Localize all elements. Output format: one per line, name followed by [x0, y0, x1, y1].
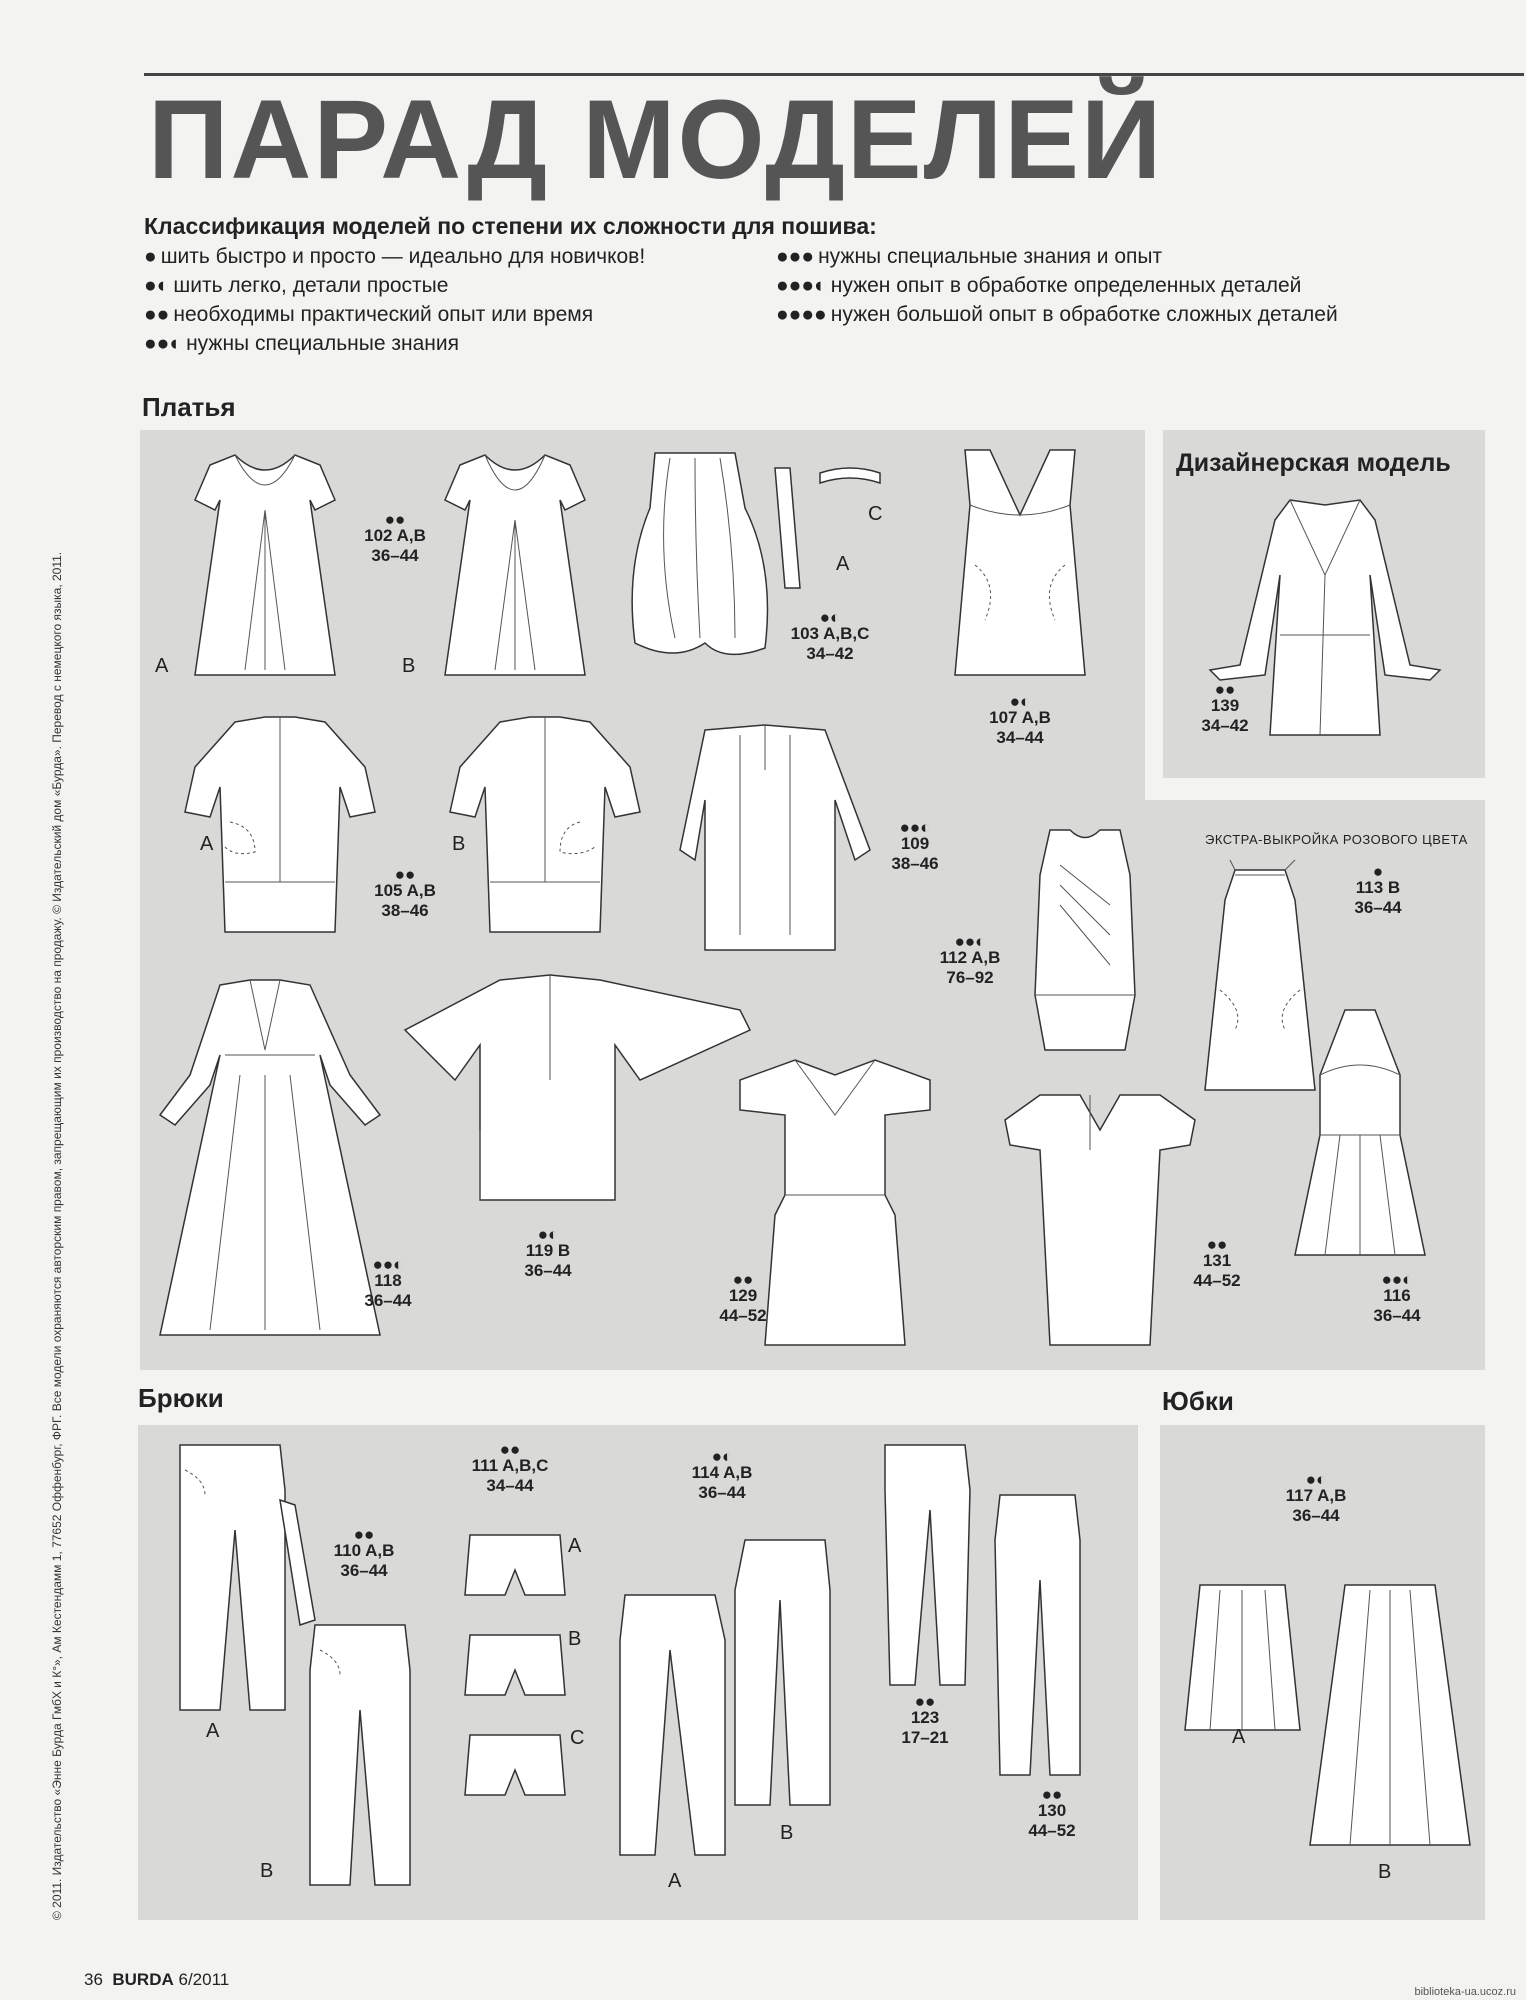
difficulty-dots: ●◐: [144, 274, 170, 297]
variant-label: A: [200, 833, 214, 855]
magazine-brand: BURDA: [112, 1970, 174, 1989]
model-label-102: ●● 102 A,B 36–44: [364, 510, 426, 565]
variant-label: A: [568, 1535, 582, 1557]
model-label-131: ●● 131 44–52: [1193, 1235, 1241, 1290]
model-label-118: ●●◐ 118 36–44: [364, 1255, 412, 1310]
variant-label: B: [402, 655, 416, 677]
model-label-117: ●◐ 117 A,B 36–44: [1285, 1470, 1347, 1525]
section-heading-dresses: Платья: [142, 392, 236, 422]
difficulty-dots: ●●●◐: [776, 274, 827, 297]
legend-item: ●●●◐ нужен опыт в обработке определенных деталей: [776, 274, 1302, 297]
model-label-123: ●● 123 17–21: [901, 1692, 949, 1747]
variant-label: B: [452, 833, 466, 855]
model-label-129: ●● 129 44–52: [719, 1270, 767, 1325]
section-heading-trousers: Брюки: [138, 1383, 224, 1413]
issue-number: 6/2011: [178, 1970, 230, 1989]
page-number: 36: [84, 1970, 103, 1989]
variant-label: B: [1378, 1861, 1392, 1883]
designer-model-heading: Дизайнерская модель: [1176, 449, 1451, 477]
section-heading-skirts: Юбки: [1162, 1386, 1234, 1416]
variant-label: B: [568, 1628, 582, 1650]
dress-sketch-116: [1285, 1005, 1435, 1255]
trousers-sketch-123: [875, 1440, 975, 1690]
tunic-sketch-109: [675, 720, 875, 960]
model-label-103: ●◐ 103 A,B,C 34–42: [790, 608, 870, 663]
variant-label: B: [780, 1822, 794, 1844]
model-label-139: ●● 139 34–42: [1201, 680, 1249, 735]
model-label-112: ●●◐ 112 A,B 76–92: [939, 932, 1001, 987]
difficulty-dots: ●●●: [776, 245, 815, 268]
variant-label: C: [868, 503, 883, 525]
top-sketch-119: [400, 970, 760, 1210]
skirt-sketch-117b: [1305, 1580, 1475, 1850]
model-label-113: ● 113 B 36–44: [1354, 862, 1402, 917]
model-label-119: ●◐ 119 B 36–44: [524, 1225, 572, 1280]
difficulty-dots: ●●◐: [144, 332, 183, 355]
top-rule: [144, 73, 1524, 76]
dress-sketch-105b: [430, 712, 660, 942]
skirt-sketch-117a: [1180, 1580, 1305, 1740]
page-footer: [84, 1970, 229, 1990]
extra-pattern-note: ЭКСТРА-ВЫКРОЙКА РОЗОВОГО ЦВЕТА: [1205, 832, 1468, 847]
dress-sketch-102a: [185, 445, 345, 685]
difficulty-dots: ●●●●: [776, 303, 827, 326]
legend-item: ●●◐ нужны специальные знания: [144, 332, 459, 355]
model-label-116: ●●◐ 116 36–44: [1373, 1270, 1421, 1325]
model-label-107: ●◐ 107 A,B 34–44: [989, 692, 1051, 747]
variant-label: A: [1232, 1726, 1246, 1748]
copyright-notice: © 2011. Издательство «Энне Бурда ГмбХ и К°», Ам Кестендамм 1, 77652 Оффенбург, ФРГ. Все модели охраняются авторским правом, запрещающим их производство на продажу. © Издательский дом «Бурда». Перевод с немецкого языка, 2011.: [50, 551, 64, 1920]
variant-label: A: [206, 1720, 220, 1742]
difficulty-dots: ●: [144, 245, 157, 268]
legend-item: ● шить быстро и просто — идеально для новичков!: [144, 245, 646, 268]
shorts-sketch-111: [460, 1530, 580, 1830]
page-title: ПАРАД МОДЕЛЕЙ: [148, 77, 1164, 202]
dress-sketch-107: [945, 445, 1095, 685]
variant-label: A: [668, 1870, 682, 1892]
legend-item: ●●● нужны специальные знания и опыт: [776, 245, 1163, 268]
classification-title: Классификация моделей по степени их сложности для пошива:: [144, 213, 877, 239]
variant-label: A: [155, 655, 169, 677]
model-label-105: ●● 105 A,B 38–46: [374, 865, 436, 920]
dress-sketch-102b: [435, 445, 595, 685]
trousers-sketch-114: [615, 1590, 845, 1860]
legend-item: ●◐ шить легко, детали простые: [144, 274, 449, 297]
variant-label: C: [570, 1727, 585, 1749]
model-label-130: ●● 130 44–52: [1028, 1785, 1076, 1840]
variant-label: B: [260, 1860, 274, 1882]
model-label-114: ●◐ 114 A,B 36–44: [691, 1447, 753, 1502]
dress-sketch-131: [1000, 1090, 1200, 1350]
watermark: biblioteka-ua.ucoz.ru: [1414, 1986, 1516, 1998]
model-label-111: ●● 111 A,B,C 34–44: [471, 1440, 549, 1495]
legend-item: ●● необходимы практический опыт или время: [144, 303, 594, 326]
trousers-sketch-130: [990, 1490, 1090, 1780]
variant-label: A: [836, 553, 850, 575]
difficulty-dots: ●●: [144, 303, 170, 326]
model-label-109: ●●◐ 109 38–46: [891, 818, 939, 873]
legend-item: ●●●● нужен большой опыт в обработке сложных деталей: [776, 303, 1338, 326]
trousers-sketch-110b: [295, 1620, 425, 1890]
model-label-110: ●● 110 A,B 36–44: [333, 1525, 395, 1580]
dress-sketch-105a: [165, 712, 395, 942]
top-sketch-112: [1030, 825, 1140, 1055]
